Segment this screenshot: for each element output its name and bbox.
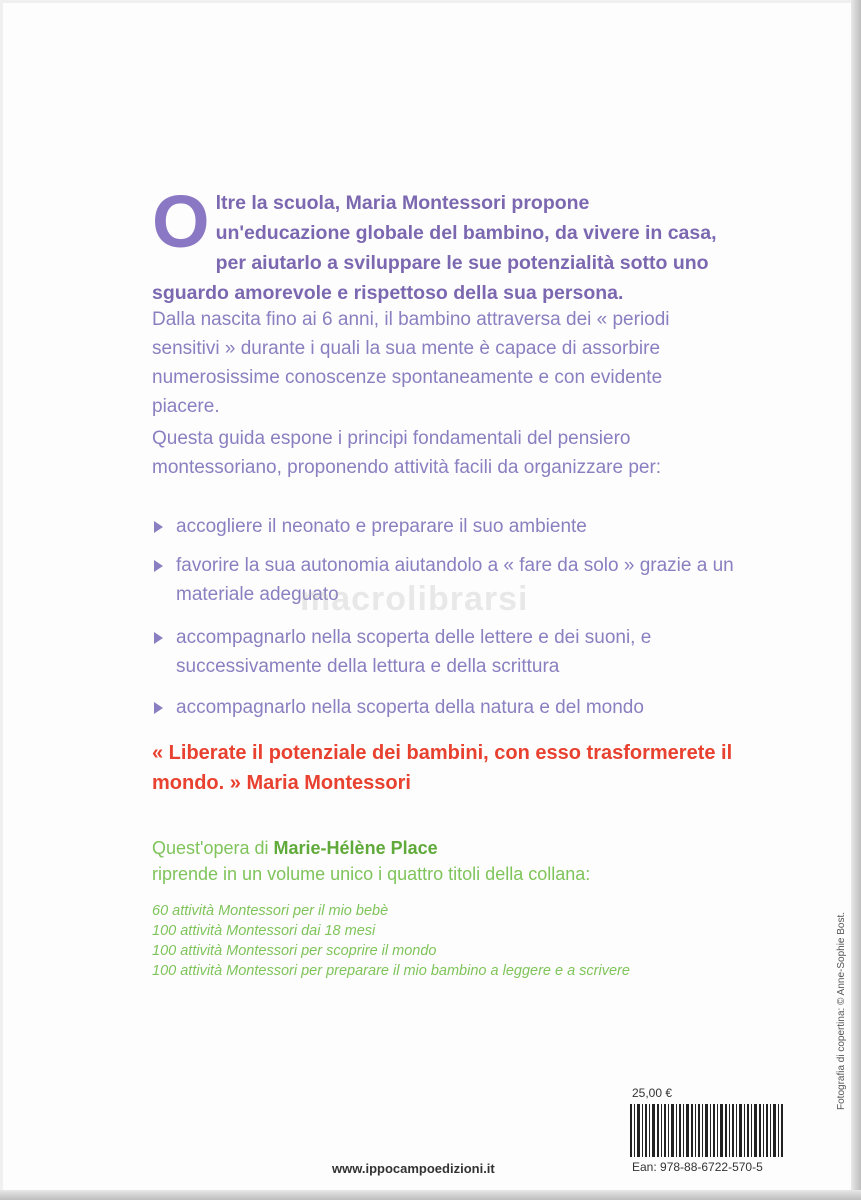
triangle-bullet-icon	[154, 632, 163, 644]
bullet-list	[152, 512, 742, 732]
bullet-text: accogliere il neonato e preparare il suo ambiente	[176, 516, 587, 537]
bullet-text: accompagnarlo nella scoperta della natura e del mondo	[176, 697, 644, 718]
list-item	[152, 623, 742, 681]
bullet-text: favorire la sua autonomia aiutandolo a « fare da solo » grazie a un materiale adeguato	[176, 555, 734, 605]
author-block	[152, 835, 752, 981]
series-title: 100 attività Montessori dai 18 mesi	[152, 923, 376, 939]
triangle-bullet-icon	[154, 521, 163, 533]
author-prefix: Quest'opera di	[152, 838, 269, 858]
barcode	[630, 1104, 785, 1157]
publisher-website: www.ippocampoedizioni.it	[332, 1161, 495, 1176]
page-edge-right	[851, 0, 861, 1200]
author-name: Marie-Hélène Place	[273, 838, 438, 858]
dropcap: O	[152, 180, 210, 263]
montessori-quote: « Liberate il potenziale dei bambini, con esso trasformerete il mondo. » Maria Montessori	[152, 742, 733, 794]
paragraph-periodi: Dalla nascita fino ai 6 anni, il bambino attraversa dei « periodi sensitivi » durante i quali la sua mente è capace di assorbire numerosissime conoscenze spontaneamente e con evidente piacere.	[152, 309, 670, 417]
triangle-bullet-icon	[154, 560, 163, 572]
series-titles	[152, 901, 752, 981]
series-title: 60 attività Montessori per il mio bebè	[152, 903, 389, 919]
series-title: 100 attività Montessori per scoprire il mondo	[152, 943, 437, 959]
page-edge-bottom	[0, 1190, 861, 1200]
bullet-text: accompagnarlo nella scoperta delle lettere e dei suoni, e successivamente della lettura e della scrittura	[176, 627, 652, 677]
series-title: 100 attività Montessori per preparare il mio bambino a leggere e a scrivere	[152, 963, 630, 979]
author-line	[152, 835, 752, 861]
price: 25,00 €	[632, 1086, 673, 1100]
triangle-bullet-icon	[154, 702, 163, 714]
watermark: macrolibrarsi	[300, 580, 529, 618]
list-item	[152, 693, 742, 722]
intro-paragraph	[152, 180, 727, 308]
paragraph-guida: Questa guida espone i principi fondamentali del pensiero montessoriano, proponendo attività facili da organizzare per:	[152, 428, 662, 478]
intro-text: ltre la scuola, Maria Montessori propone un'educazione globale del bambino, da vivere in casa, per aiutarlo a sviluppare le sue potenzialità sotto uno sguardo amorevole e rispettoso della sua persona.	[152, 192, 717, 304]
photo-credit: Fotografia di copertina: © Anne-Sophie Bost.	[836, 911, 847, 1110]
list-item	[152, 512, 742, 541]
author-line-2: riprende in un volume unico i quattro titoli della collana:	[152, 864, 591, 884]
ean-code: Ean: 978-88-6722-570-5	[632, 1160, 763, 1174]
